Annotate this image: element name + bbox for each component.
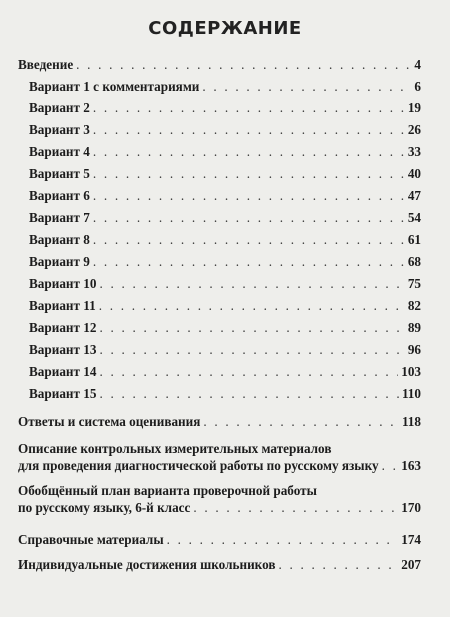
leader-dots — [382, 458, 399, 473]
toc-entry-reference[interactable] — [18, 532, 421, 547]
toc-entry-description[interactable] — [18, 441, 421, 473]
toc-entry-page: 61 — [407, 232, 421, 247]
toc-entry-variant-11[interactable] — [29, 298, 421, 313]
toc-entry-page: 103 — [401, 364, 421, 379]
toc-entry-page: 68 — [407, 254, 421, 269]
leader-dots — [99, 342, 404, 357]
leader-dots — [99, 298, 405, 313]
page-title: СОДЕРЖАНИЕ — [148, 18, 302, 39]
leader-dots — [93, 122, 405, 137]
toc-entry-page: 170 — [401, 500, 421, 515]
toc-entry-text: Введение — [18, 57, 74, 72]
toc-entry-page: 163 — [401, 458, 421, 473]
toc-entry-text: Вариант 6 — [29, 188, 90, 203]
toc-entry-text: Вариант 2 — [29, 100, 90, 115]
toc-entry-page: 207 — [401, 557, 421, 572]
toc-entry-text: Вариант 11 — [29, 298, 96, 313]
toc-entry-text: Вариант 12 — [29, 320, 97, 335]
toc-entry-variant-5[interactable] — [29, 166, 421, 181]
leader-dots — [99, 320, 404, 335]
toc-entry-page: 19 — [407, 100, 421, 115]
leader-dots — [167, 532, 399, 547]
toc-entry-text: для проведения диагностической работы по русскому языку — [18, 458, 379, 473]
toc-entry-page: 4 — [414, 57, 421, 72]
leader-dots — [93, 144, 405, 159]
toc-entry-page: 54 — [407, 210, 421, 225]
toc-entry-text: Вариант 4 — [29, 144, 90, 159]
toc-entry-variant-2[interactable] — [29, 100, 421, 115]
leader-dots — [99, 364, 398, 379]
toc-entry-text: Вариант 7 — [29, 210, 90, 225]
toc-entry-page: 110 — [401, 386, 421, 401]
toc-entry-text: Справочные материалы — [18, 532, 164, 547]
leader-dots — [93, 166, 405, 181]
toc-entry-variant-9[interactable] — [29, 254, 421, 269]
toc-entry-page: 33 — [407, 144, 421, 159]
toc-entry-variant-10[interactable] — [29, 276, 421, 291]
toc-entry-variant-7[interactable] — [29, 210, 421, 225]
leader-dots — [93, 210, 405, 225]
leader-dots — [99, 386, 398, 401]
toc-entry-page: 96 — [407, 342, 421, 357]
toc-entry-text-line1: Описание контрольных измерительных материалов — [18, 441, 332, 456]
toc-entry-text: Вариант 9 — [29, 254, 90, 269]
toc-entry-achievements[interactable] — [18, 557, 421, 572]
toc-entry-text: Вариант 15 — [29, 386, 97, 401]
leader-dots — [99, 276, 404, 291]
leader-dots — [93, 254, 405, 269]
toc-entry-text: Вариант 14 — [29, 364, 97, 379]
toc-entry-text-line1: Обобщённый план варианта проверочной работы — [18, 483, 317, 498]
toc-entry-text: Вариант 10 — [29, 276, 97, 291]
leader-dots — [193, 500, 398, 515]
toc-entry-page: 6 — [414, 79, 421, 94]
toc-entry-text: Вариант 3 — [29, 122, 90, 137]
leader-dots — [93, 100, 405, 115]
toc-entry-text: по русскому языку, 6-й класс — [18, 500, 191, 515]
toc-entry-variant-1[interactable] — [29, 79, 421, 94]
toc-entry-page: 40 — [407, 166, 421, 181]
leader-dots — [202, 79, 411, 94]
toc-entry-text: Вариант 1 с комментариями — [29, 79, 200, 94]
leader-dots — [278, 557, 398, 572]
toc-entry-page: 82 — [407, 298, 421, 313]
leader-dots — [93, 232, 405, 247]
toc-entry-text: Вариант 5 — [29, 166, 90, 181]
toc-entry-variant-13[interactable] — [29, 342, 421, 357]
toc-entry-text: Ответы и система оценивания — [18, 414, 201, 429]
toc-entry-text: Вариант 8 — [29, 232, 90, 247]
toc-entry-intro[interactable] — [18, 57, 421, 72]
toc-entry-page: 174 — [401, 532, 421, 547]
leader-dots — [76, 57, 411, 72]
toc-entry-variant-12[interactable] — [29, 320, 421, 335]
leader-dots — [203, 414, 399, 429]
toc-entry-page: 75 — [407, 276, 421, 291]
toc-entry-variant-15[interactable] — [29, 386, 421, 401]
toc-entry-page: 47 — [407, 188, 421, 203]
toc-entry-answers[interactable] — [18, 414, 421, 429]
toc-entry-page: 89 — [407, 320, 421, 335]
toc-entry-variant-14[interactable] — [29, 364, 421, 379]
toc-entry-plan[interactable] — [18, 483, 421, 515]
toc-entry-text: Вариант 13 — [29, 342, 97, 357]
toc-entry-variant-6[interactable] — [29, 188, 421, 203]
toc-entry-text: Индивидуальные достижения школьников — [18, 557, 276, 572]
toc-entry-page: 118 — [401, 414, 421, 429]
leader-dots — [93, 188, 405, 203]
toc-entry-variant-8[interactable] — [29, 232, 421, 247]
toc-entry-variant-4[interactable] — [29, 144, 421, 159]
toc-entry-variant-3[interactable] — [29, 122, 421, 137]
toc-entry-page: 26 — [407, 122, 421, 137]
